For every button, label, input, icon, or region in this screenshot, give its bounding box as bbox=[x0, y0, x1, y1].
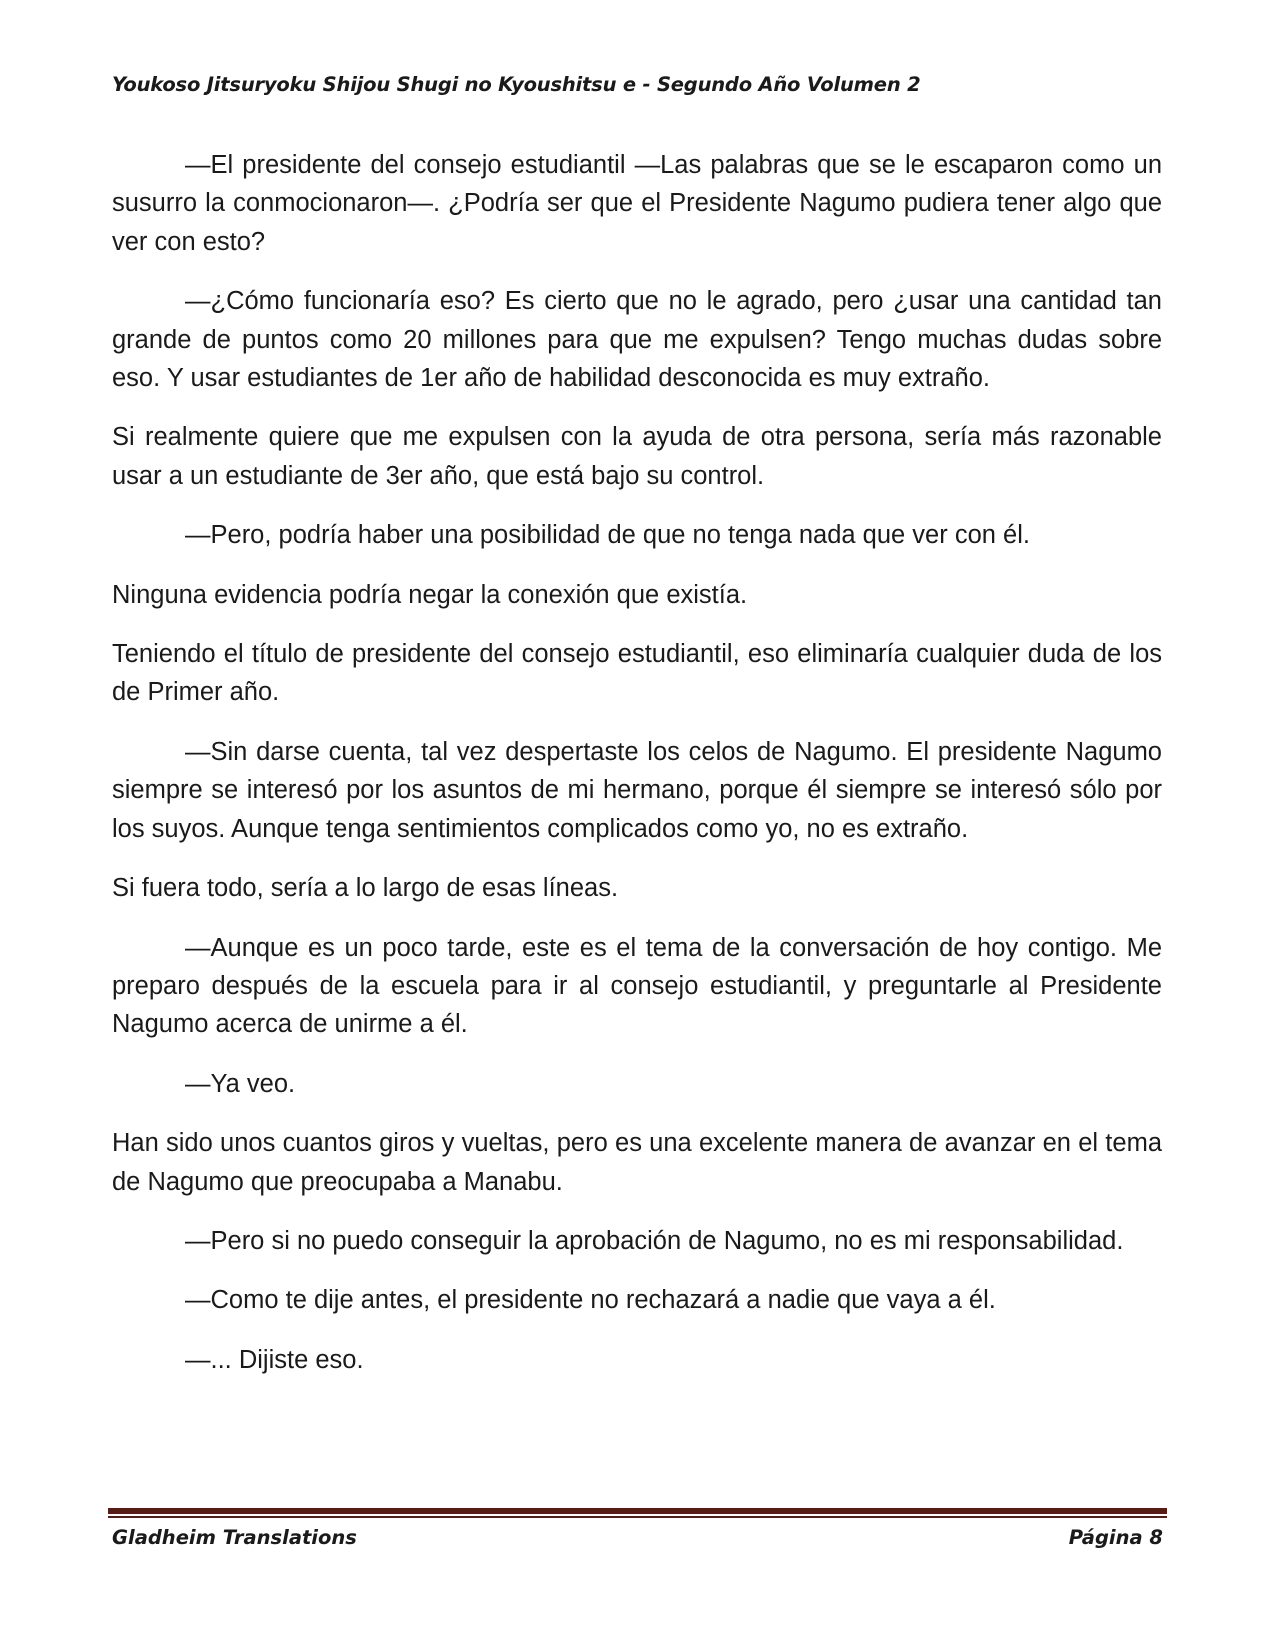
paragraph: Ninguna evidencia podría negar la conexión que existía. bbox=[112, 580, 748, 609]
body-text bbox=[112, 146, 1162, 1400]
paragraph: —Pero, podría haber una posibilidad de que no tenga nada que ver con él. bbox=[185, 521, 1030, 550]
paragraph: —Pero si no puedo conseguir la aprobación de Nagumo, no es mi responsabilidad. bbox=[185, 1226, 1124, 1255]
paragraph: —... Dijiste eso. bbox=[185, 1345, 364, 1374]
paragraph: Teniendo el título de presidente del consejo estudiantil, eso eliminaría cualquier duda de los de Primer año. bbox=[112, 640, 1162, 707]
paragraph: —Ya veo. bbox=[185, 1069, 296, 1098]
footer-translator-credit: Gladheim Translations bbox=[112, 1526, 357, 1549]
running-header-title: Youkoso Jitsuryoku Shijou Shugi no Kyoushitsu e - Segundo Año Volumen 2 bbox=[112, 73, 921, 96]
paragraph: Han sido unos cuantos giros y vueltas, pero es una excelente manera de avanzar en el tema de Nagumo que preocupaba a Manabu. bbox=[112, 1129, 1162, 1196]
paragraph: —Como te dije antes, el presidente no rechazará a nadie que vaya a él. bbox=[185, 1286, 996, 1315]
footer-page-number: Página 8 bbox=[1068, 1526, 1163, 1549]
paragraph: —Sin darse cuenta, tal vez despertaste los celos de Nagumo. El presidente Nagumo siempre se interesó por los asuntos de mi hermano, porque él siempre se interesó sólo por los suyos. Aunque tenga sentimientos complicados como yo, no es extraño. bbox=[112, 737, 1162, 843]
footer-divider-thin bbox=[108, 1516, 1167, 1518]
paragraph: —Aunque es un poco tarde, este es el tema de la conversación de hoy contigo. Me preparo después de la escuela para ir al consejo estudiantil, y preguntarle al Presidente Nagumo acerca de unirme a él. bbox=[112, 933, 1162, 1039]
paragraph: —¿Cómo funcionaría eso? Es cierto que no le agrado, pero ¿usar una cantidad tan grande de puntos como 20 millones para que me expulsen? Tengo muchas dudas sobre eso. Y usar estudiantes de 1er año de habilidad desconocida es muy extraño. bbox=[112, 287, 1162, 393]
paragraph: —El presidente del consejo estudiantil —Las palabras que se le escaparon como un susurro la conmocionaron—. ¿Podría ser que el Presidente Nagumo pudiera tener algo que ver con esto? bbox=[112, 151, 1162, 256]
paragraph: Si realmente quiere que me expulsen con la ayuda de otra persona, sería más razonable usar a un estudiante de 3er año, que está bajo su control. bbox=[112, 423, 1162, 490]
paragraph: Si fuera todo, sería a lo largo de esas líneas. bbox=[112, 874, 619, 903]
footer-divider-thick bbox=[108, 1508, 1167, 1514]
